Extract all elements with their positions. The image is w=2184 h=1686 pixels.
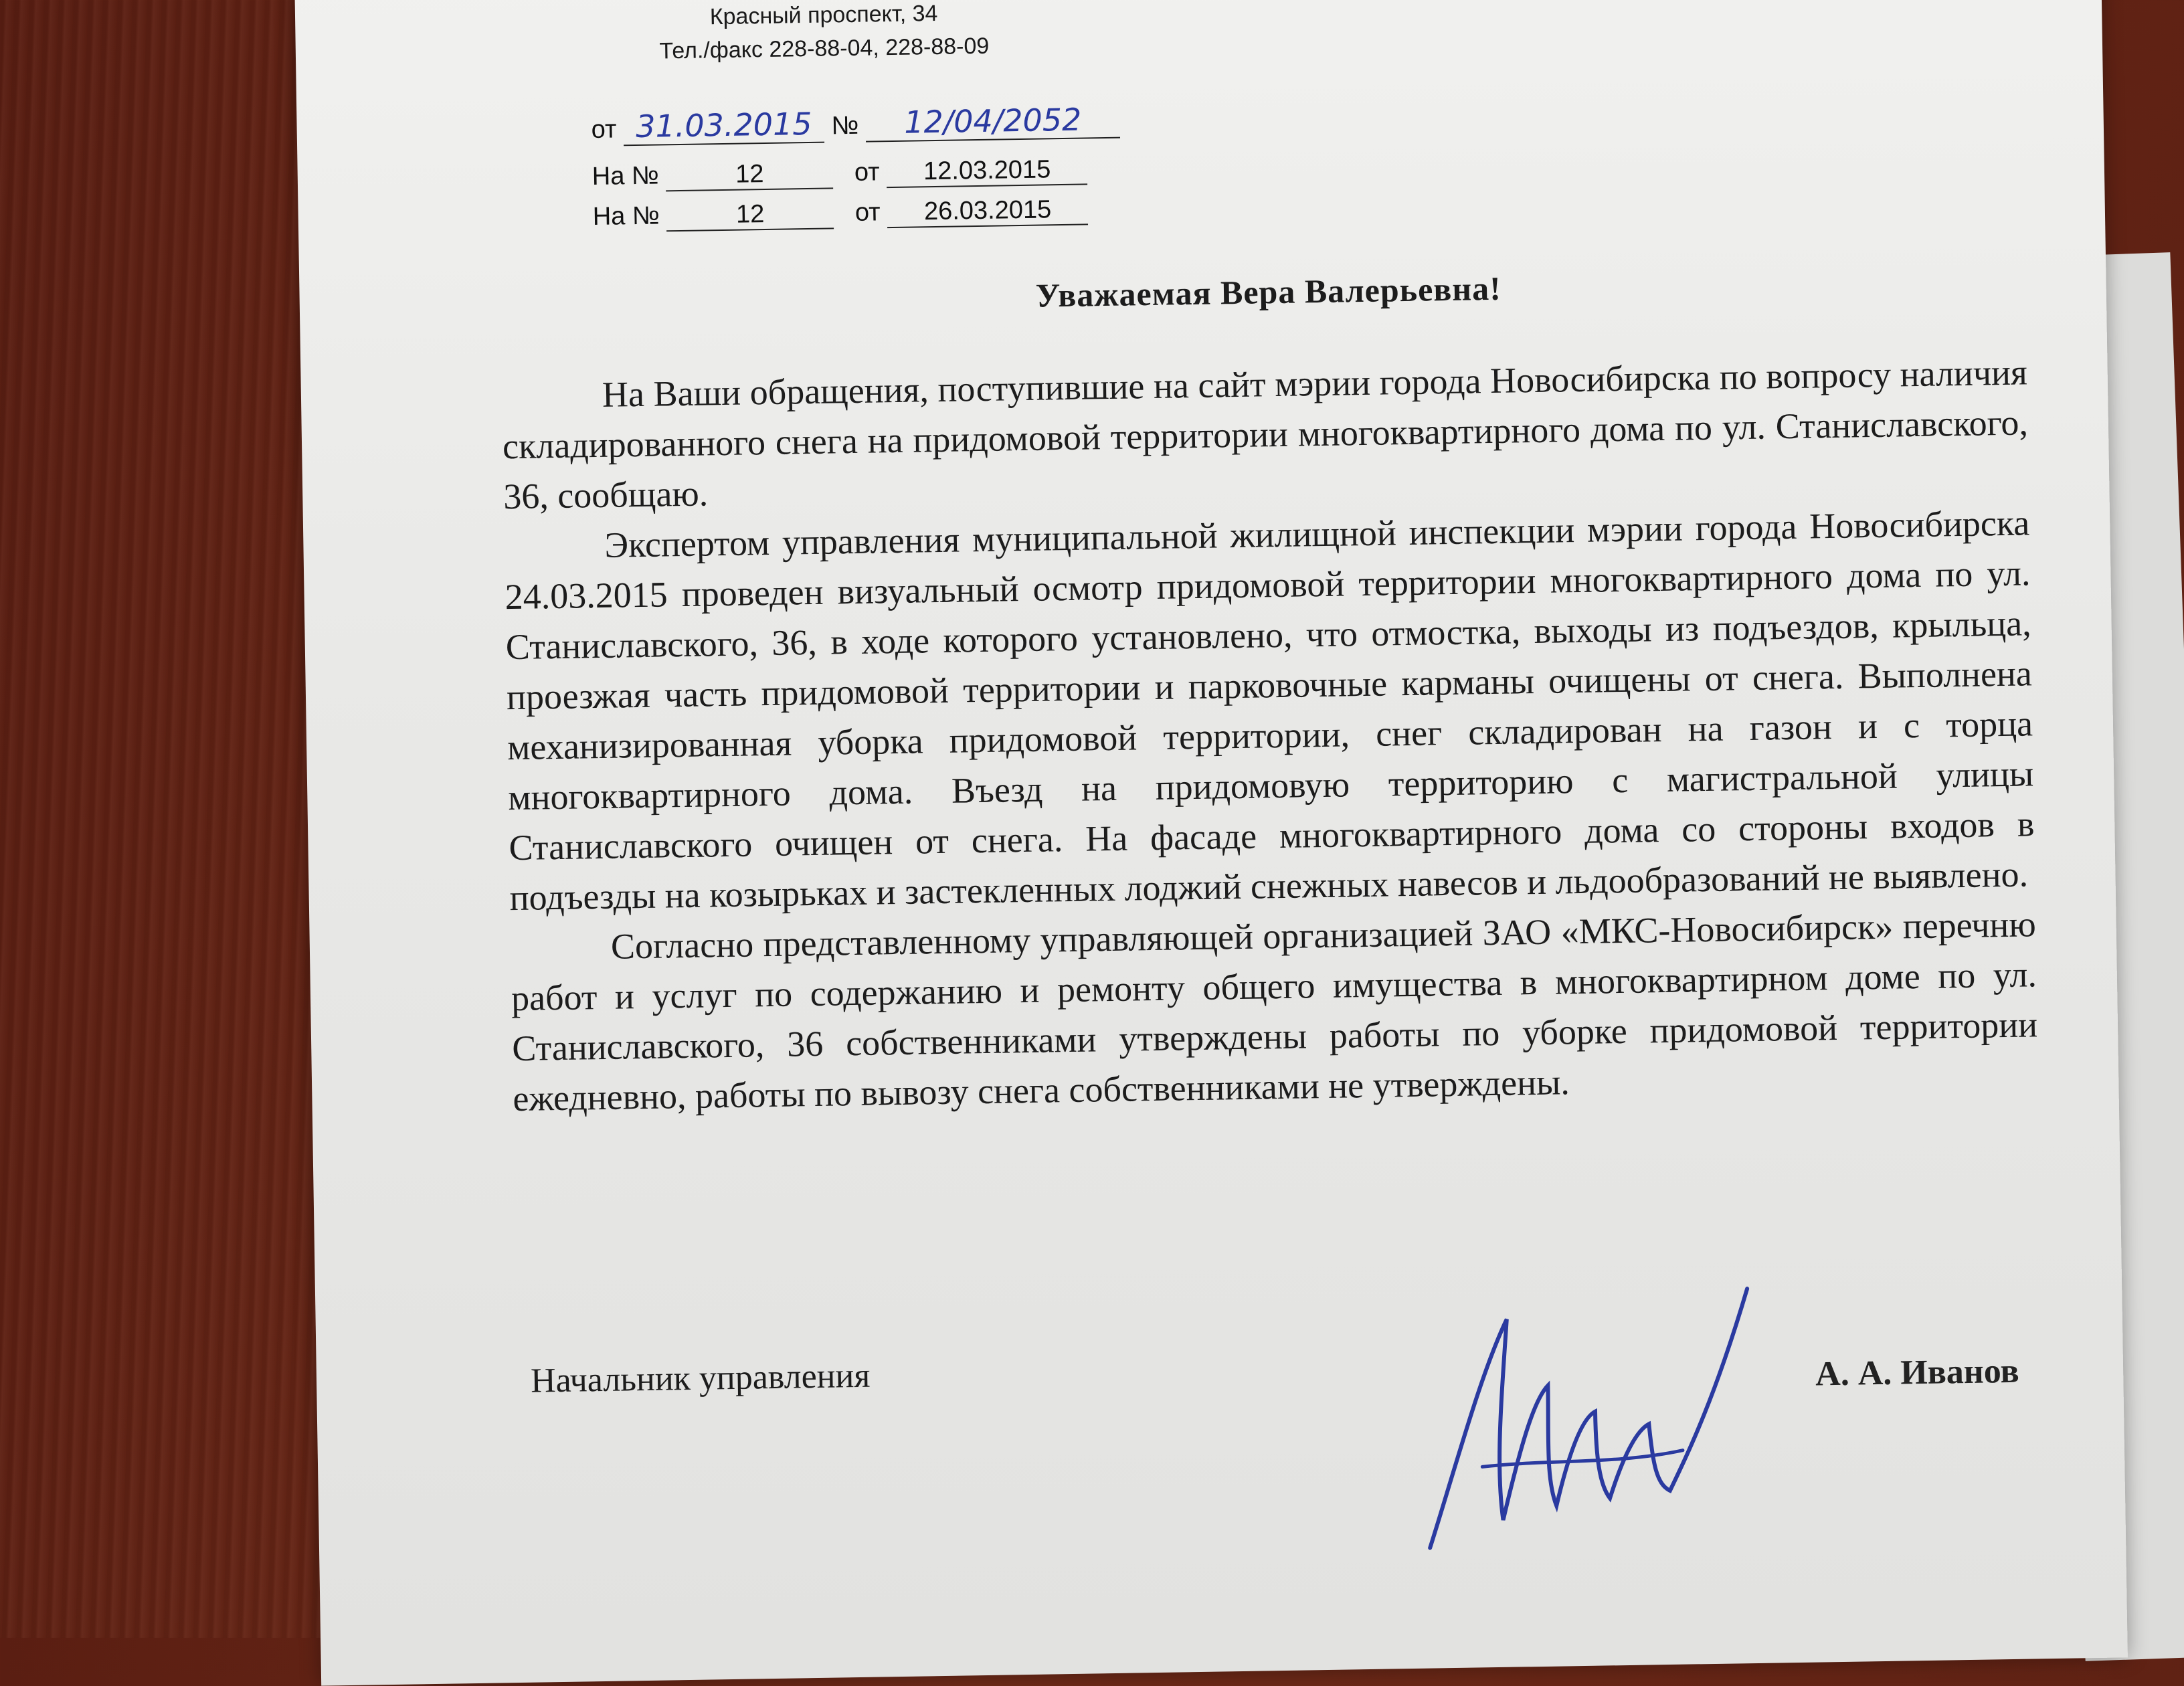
sender-address-block — [589, 0, 1059, 69]
signoff-title: Начальник управления — [530, 1356, 871, 1400]
letter-body — [501, 347, 2038, 1124]
ref2-label: На № — [592, 201, 660, 231]
signoff-name: А. А. Иванов — [1815, 1351, 2019, 1394]
reference-row-2 — [592, 195, 1088, 233]
ref1-ot-label: от — [854, 158, 880, 187]
paragraph-2: Экспертом управления муниципальной жилищной инспекции мэрии города Новосибирска 24.03.2015 проведен визуальный осмотр придомовой территории многоквартирного дома по ул. Станиславского, 36, в ходе которого установлено, что отмостка, выходы из подъездов, крыльца, проезжая часть придомовой территории и парковочные карманы очищены от снега. Выполнена механизированная уборка придомовой территории, снег складирован на газон и с торца многоквартирного дома. Въезд на придомовую территорию с магистральной улицы Станиславского очищен от снега. На фасаде многоквартирного дома со стороны входов в подъезды на козырьках и застекленных лоджий снежных навесов и льдообразований не выявлено. — [505, 502, 2035, 919]
address-line2: Красный проспект, 34 — [709, 0, 938, 30]
outgoing-date: 31.03.2015 — [624, 106, 825, 147]
outgoing-number: 12/04/2052 — [865, 101, 1120, 143]
outgoing-reg-row — [591, 101, 1120, 147]
handwritten-signature — [1399, 1262, 1779, 1576]
ref1-number: 12 — [666, 159, 834, 191]
ref1-date: 12.03.2015 — [887, 155, 1088, 188]
ref2-number: 12 — [666, 199, 834, 231]
letter-sheet — [294, 0, 2128, 1686]
phone-fax: Тел./факс 228-88-04, 228-88-09 — [659, 33, 990, 64]
number-label: № — [831, 111, 859, 140]
ref1-label: На № — [592, 161, 660, 191]
reference-row-1 — [592, 155, 1088, 193]
paragraph-3: Согласно представленному управляющей организацией ЗАО «МКС-Новосибирск» перечню работ и услуг по содержанию и ремонту общего имущества в многоквартирном доме по ул. Станиславского, 36 собственниками утверждены работы по уборке придомовой территории ежедневно, работы по вывозу снега собственниками не утверждены. — [511, 904, 2038, 1119]
ot-label: от — [591, 115, 617, 145]
ref2-ot-label: от — [854, 198, 881, 227]
greeting: Уважаемая Вера Валерьевна! — [1035, 269, 1502, 314]
ref2-date: 26.03.2015 — [887, 195, 1089, 228]
paragraph-1: На Ваши обращения, поступившие на сайт мэрии города Новосибирска по вопросу наличия складированного снега на придомовой территории многоквартирного дома по ул. Станиславского, 36, сообщаю. — [502, 352, 2029, 517]
